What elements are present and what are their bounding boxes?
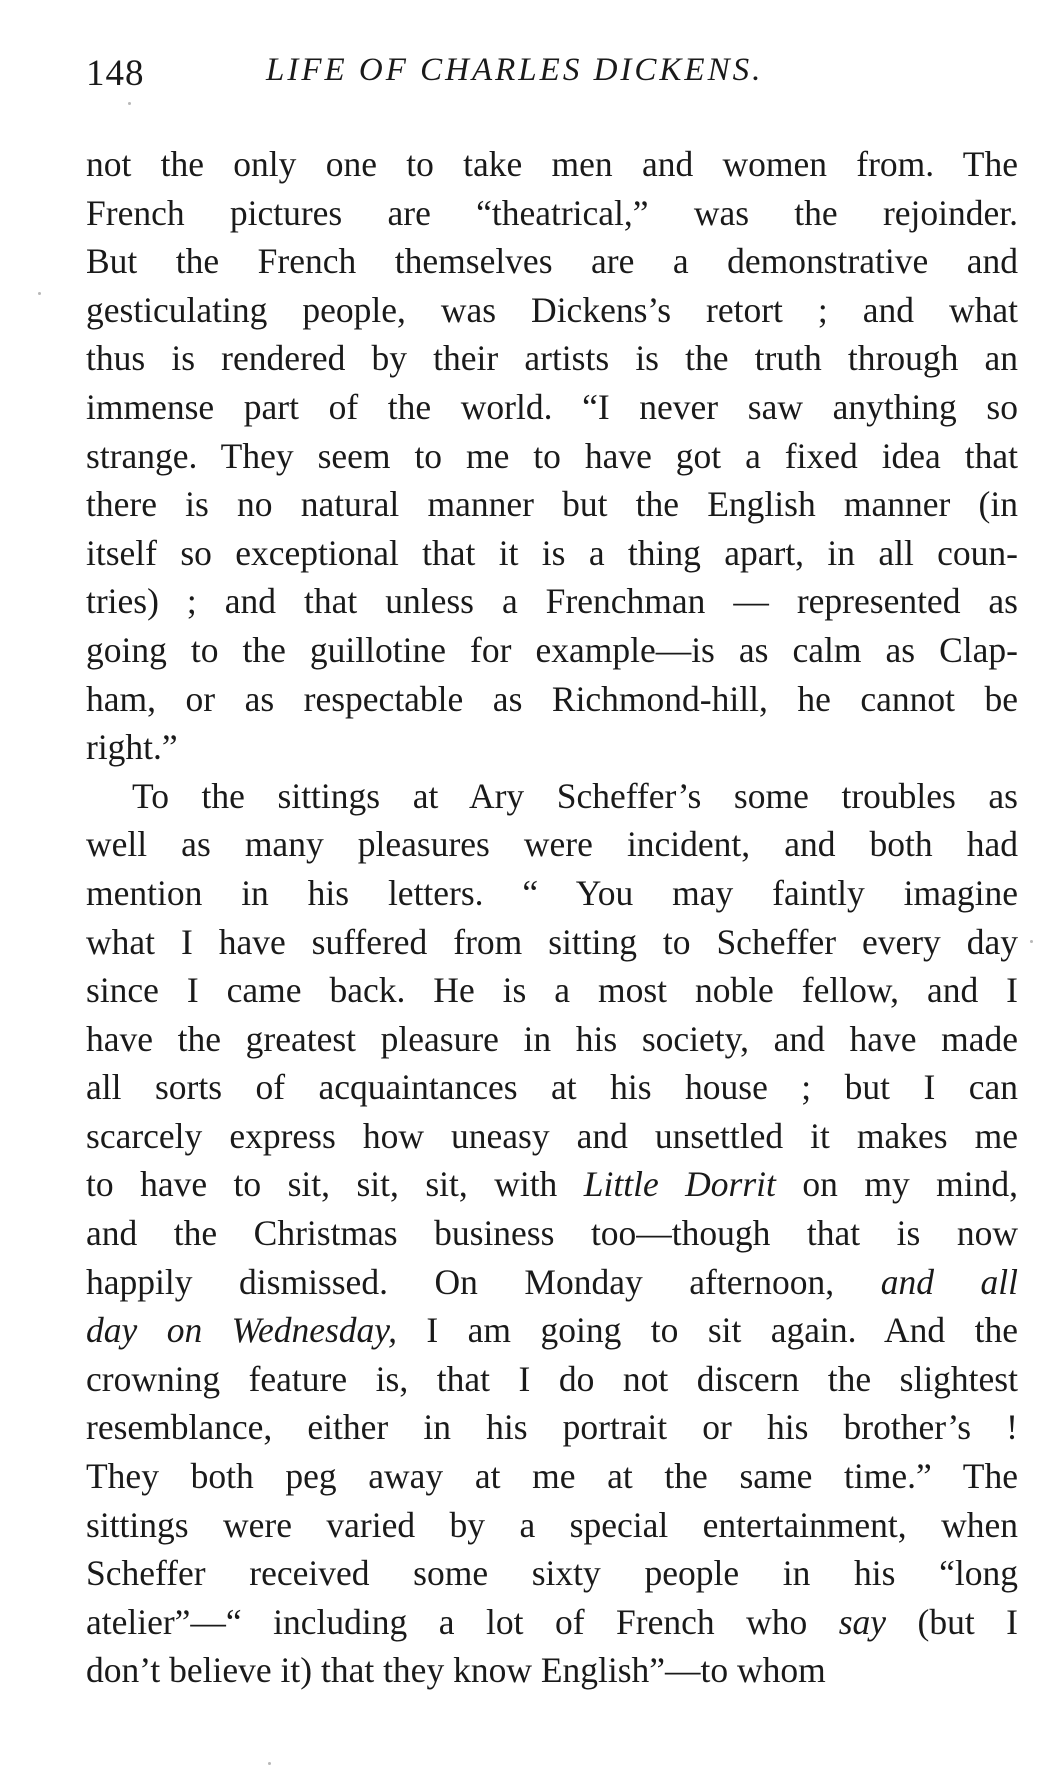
text-segment: atelier”—“ including a lot of French who xyxy=(86,1601,839,1642)
text-line: gesticulating people, was Dickens’s retort ; and what xyxy=(86,289,1018,330)
text-line: sittings were varied by a special entertainment, when xyxy=(86,1504,1018,1545)
text-line: there is no natural manner but the English manner (in xyxy=(86,484,1018,525)
text-line: To the sittings at Ary Scheffer’s some troubles as xyxy=(132,775,1018,816)
text-line: what I have suffered from sitting to Scheffer every day xyxy=(86,921,1018,962)
text-line xyxy=(86,1306,1018,1355)
text-line: tries) ; and that unless a Frenchman — represented as xyxy=(86,581,1018,622)
text-line: itself so exceptional that it is a thing apart, in all coun- xyxy=(86,532,1018,573)
body-text xyxy=(86,140,1018,1695)
italic-text: Little Dorrit xyxy=(583,1164,776,1205)
text-line: and the Christmas business too—though that is now xyxy=(86,1213,1018,1254)
italic-text: say xyxy=(838,1601,887,1642)
text-line: mention in his letters. “ You may faintly imagine xyxy=(86,872,1018,913)
text-segment: (but I xyxy=(886,1601,1018,1642)
text-line: immense part of the world. “I never saw anything so xyxy=(86,386,1018,427)
paper-speck xyxy=(38,292,41,295)
text-line: strange. They seem to me to have got a fixed idea that xyxy=(86,435,1018,476)
text-segment: happily dismissed. On Monday afternoon, xyxy=(86,1261,881,1302)
text-segment: on my mind, xyxy=(775,1164,1018,1205)
text-line xyxy=(86,1160,1018,1209)
text-line: going to the guillotine for example—is as calm as Clap- xyxy=(86,629,1018,670)
text-line: don’t believe it) that they know English”—to whom xyxy=(86,1650,826,1691)
text-line: well as many pleasures were incident, and both had xyxy=(86,824,1018,865)
text-line: since I came back. He is a most noble fellow, and I xyxy=(86,970,1018,1011)
paper-speck xyxy=(128,102,131,105)
text-line: Scheffer received some sixty people in his “long xyxy=(86,1553,1018,1594)
text-line: crowning feature is, that I do not discern the slightest xyxy=(86,1358,1018,1399)
text-line: ham, or as respectable as Richmond-hill, he cannot be xyxy=(86,678,1018,719)
italic-text: day on Wednesday, xyxy=(86,1310,397,1351)
paper-speck xyxy=(268,1762,271,1765)
text-line: resemblance, either in his portrait or his brother’s ! xyxy=(86,1407,1018,1448)
text-line: right.” xyxy=(86,727,178,768)
text-segment: I am going to sit again. And the xyxy=(396,1310,1018,1351)
text-line xyxy=(86,1598,1018,1647)
text-line: scarcely express how uneasy and unsettled it makes me xyxy=(86,1115,1018,1156)
italic-text: and all xyxy=(880,1261,1018,1302)
text-line: thus is rendered by their artists is the truth through an xyxy=(86,338,1018,379)
paper-speck xyxy=(1030,940,1033,943)
text-line: not the only one to take men and women from. The xyxy=(86,144,1018,184)
text-segment: to have to sit, sit, sit, with xyxy=(86,1164,584,1205)
text-line: But the French themselves are a demonstrative and xyxy=(86,241,1018,282)
page-header xyxy=(86,52,1018,100)
page-number: 148 xyxy=(86,53,145,94)
text-line: have the greatest pleasure in his society, and have made xyxy=(86,1018,1018,1059)
running-title: LIFE OF CHARLES DICKENS. xyxy=(266,52,764,88)
text-line xyxy=(86,1258,1018,1307)
text-line: They both peg away at me at the same time.” The xyxy=(86,1456,1018,1497)
text-line: all sorts of acquaintances at his house ; but I can xyxy=(86,1067,1018,1108)
text-line: French pictures are “theatrical,” was the rejoinder. xyxy=(86,192,1018,233)
